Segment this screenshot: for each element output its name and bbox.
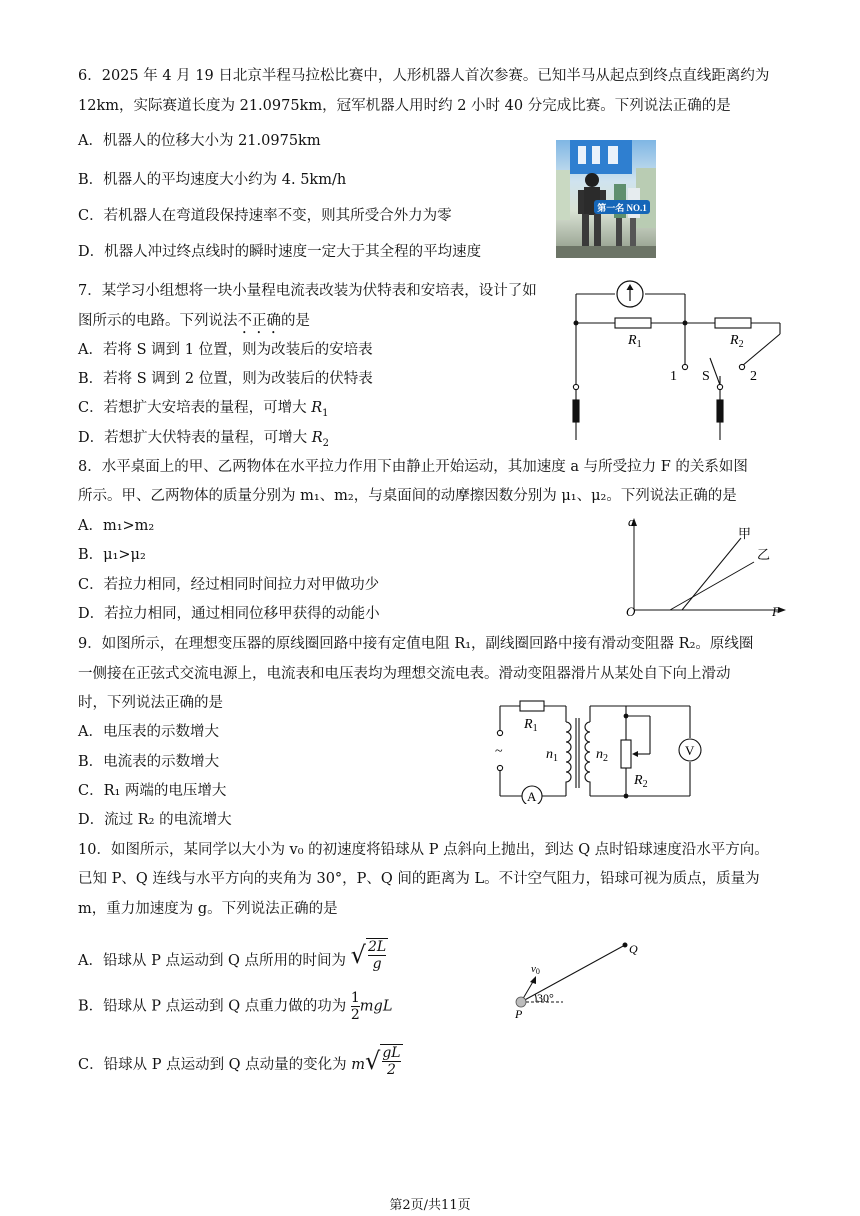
q7-label-position-1: 1 — [670, 369, 677, 384]
q7-option-c: C．若想扩大安培表的量程，可增大 $R_1$ — [78, 400, 329, 419]
q8-label-jia: 甲 — [738, 526, 752, 541]
emphasis-not-correct: 不正确 — [237, 313, 281, 329]
q10-stem-line3: m，重力加速度为 g。下列说法正确的是 — [78, 901, 338, 917]
q10-option-c: C．铅球从 P 点运动到 Q 点动量的变化为 m √ $\frac{gL}{2}$ — [78, 1045, 401, 1078]
q8-option-d: D．若拉力相同，通过相同位移甲获得的动能小 — [78, 606, 380, 622]
q8-label-yi: 乙 — [757, 547, 771, 562]
q10-label-p: P — [515, 1007, 523, 1020]
q8-a-f-graph — [620, 512, 790, 618]
q9-option-a: A．电压表的示数增大 — [78, 724, 219, 740]
q9-label-n2: $n_2$ — [596, 747, 608, 764]
q8-option-c: C．若拉力相同，经过相同时间拉力对甲做功少 — [78, 577, 380, 593]
q9-stem-line1: 9．如图所示，在理想变压器的原线圈回路中接有定值电阻 R₁，副线圈回路中接有滑动变阻器 R₂。原线圈 — [78, 636, 754, 652]
q7-stem-line2: 图所示的电路。下列说法不正确的是 — [78, 313, 310, 329]
q9-label-n1: $n_1$ — [546, 747, 558, 764]
q9-stem-line3: 时，下列说法正确的是 — [78, 695, 223, 711]
q9-transformer-circuit — [490, 696, 720, 804]
photo-badge-text: 第一名 NO.1 — [597, 203, 647, 213]
q9-option-c: C．R₁ 两端的电压增大 — [78, 783, 227, 799]
q10-option-b: B．铅球从 P 点运动到 Q 点重力做的功为 $\frac{1}{2}$ mgL — [78, 990, 393, 1023]
q7-circuit-diagram — [560, 276, 790, 440]
q8-axis-f: F — [772, 604, 780, 618]
q10-option-a: A．铅球从 P 点运动到 Q 点所用的时间为 √ $\frac{2L}{g}$ — [78, 939, 387, 972]
q9-ac-source-label: ~ — [495, 744, 503, 759]
q9-label-r2: $R_2$ — [634, 773, 648, 790]
q6-stem-line1: 6．2025 年 4 月 19 日北京半程马拉松比赛中，人形机器人首次参赛。已知半马从起点到终点直线距离约为 — [78, 68, 770, 84]
q7-stem-line1: 7．某学习小组想将一块小量程电流表改装为伏特表和安培表，设计了如 — [78, 283, 537, 299]
shot-put-ball-icon — [516, 997, 526, 1007]
robot-marathon-photo — [556, 140, 656, 258]
q7-label-r1: $R_1$ — [628, 333, 642, 350]
q7-label-switch-s: S — [702, 369, 710, 384]
q6-option-d: D．机器人冲过终点线时的瞬时速度一定大于其全程的平均速度 — [78, 244, 482, 260]
q10-label-angle: 30° — [537, 991, 554, 1005]
q10-label-q: Q — [629, 942, 638, 956]
q10-stem-line1: 10．如图所示，某同学以大小为 v₀ 的初速度将铅球从 P 点斜向上抛出，到达 Q 点时铅球速度沿水平方向。 — [78, 842, 769, 858]
q9-option-d: D．流过 R₂ 的电流增大 — [78, 812, 232, 828]
q8-option-b: B．μ₁>μ₂ — [78, 547, 146, 563]
q10-stem-line2: 已知 P、Q 连线与水平方向的夹角为 30°，P、Q 间的距离为 L。不计空气阻力，铅球可视为质点，质量为 — [78, 871, 760, 887]
q9-label-r1: $R_1$ — [524, 717, 538, 734]
q6-option-b: B．机器人的平均速度大小约为 4. 5km/h — [78, 172, 347, 188]
q9-voltmeter-label: V — [685, 743, 695, 758]
q7-label-position-2: 2 — [750, 369, 757, 384]
q8-stem-line1: 8．水平桌面上的甲、乙两物体在水平拉力作用下由静止开始运动，其加速度 a 与所受拉力 F 的关系如图 — [78, 459, 748, 475]
q8-option-a: A．m₁>m₂ — [78, 518, 155, 534]
q7-label-r2: $R_2$ — [730, 333, 744, 350]
q6-stem-line2: 12km，实际赛道长度为 21.0975km，冠军机器人用时约 2 小时 40 分完成比赛。下列说法正确的是 — [78, 98, 731, 114]
q8-line-yi — [670, 562, 754, 610]
q8-origin: O — [626, 604, 636, 618]
q9-option-b: B．电流表的示数增大 — [78, 754, 220, 770]
q7-option-b: B．若将 S 调到 2 位置，则为改装后的伏特表 — [78, 371, 373, 387]
q9-ammeter-label: A — [527, 789, 537, 804]
q6-option-a: A．机器人的位移大小为 21.0975km — [78, 133, 321, 149]
q10-label-v0: v0 — [531, 963, 540, 976]
q8-stem-line2: 所示。甲、乙两物体的质量分别为 m₁、m₂，与桌面间的动摩擦因数分别为 μ₁、μ₂。下列说法正确的是 — [78, 488, 737, 504]
page-footer: 第2页/共11页 — [389, 1198, 471, 1213]
q10-projectile-diagram — [505, 936, 655, 1020]
q7-option-d: D．若想扩大伏特表的量程，可增大 $R_2$ — [78, 430, 330, 449]
q8-axis-a: a — [628, 514, 635, 529]
q6-option-c: C．若机器人在弯道段保持速率不变，则其所受合外力为零 — [78, 208, 452, 224]
q7-option-a: A．若将 S 调到 1 位置，则为改装后的安培表 — [78, 342, 373, 358]
q9-stem-line2: 一侧接在正弦式交流电源上，电流表和电压表均为理想交流电表。滑动变阻器滑片从某处自下向上滑动 — [78, 666, 731, 682]
